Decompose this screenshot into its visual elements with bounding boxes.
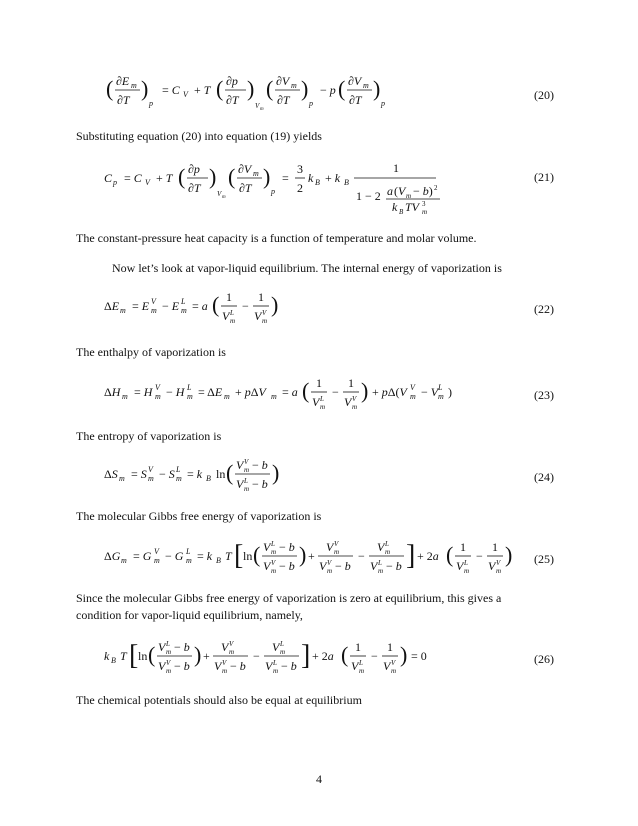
svg-text:1: 1 xyxy=(316,376,322,390)
svg-text:): ) xyxy=(263,164,271,189)
paragraph-chemical-potentials: The chemical potentials should also be equal at equilibrium xyxy=(76,693,362,707)
svg-text:V: V xyxy=(496,559,501,567)
equation-number-25: (25) xyxy=(534,552,554,566)
svg-text:): ) xyxy=(299,542,307,567)
svg-text:m: m xyxy=(271,548,277,556)
svg-text:V: V xyxy=(214,659,222,673)
equation-22 xyxy=(104,282,554,330)
svg-text:m: m xyxy=(244,466,250,474)
svg-text:m: m xyxy=(260,107,264,112)
svg-text:m: m xyxy=(154,556,160,565)
svg-text:V: V xyxy=(221,640,229,654)
svg-text:m: m xyxy=(359,667,365,675)
svg-text:C: C xyxy=(104,171,113,185)
svg-text:V: V xyxy=(151,297,156,306)
svg-text:m: m xyxy=(496,567,502,575)
svg-text:V: V xyxy=(158,659,166,673)
equation-23 xyxy=(104,368,554,416)
svg-text:L: L xyxy=(464,559,468,567)
paragraph-equilibrium-line1: Since the molecular Gibbs free energy of vaporization is zero at equilibrium, this gives a xyxy=(76,591,502,605)
svg-text:(: ( xyxy=(216,76,224,101)
equation-25-formula xyxy=(104,532,564,580)
svg-text:V: V xyxy=(244,458,249,466)
svg-text:m: m xyxy=(271,392,277,401)
svg-text:ln: ln xyxy=(243,549,253,563)
svg-text:m: m xyxy=(224,392,230,401)
svg-text:V: V xyxy=(148,465,153,474)
svg-text:): ) xyxy=(194,642,202,667)
svg-text:L: L xyxy=(176,465,181,474)
svg-text:): ) xyxy=(505,542,513,567)
svg-text:1: 1 xyxy=(226,290,232,304)
svg-text:m: m xyxy=(186,556,192,565)
svg-text:L: L xyxy=(230,309,234,317)
svg-text:1: 1 xyxy=(258,290,264,304)
svg-text:+ 2a: + 2a xyxy=(312,649,334,663)
svg-text:m: m xyxy=(230,317,236,325)
svg-text:(: ( xyxy=(446,542,454,567)
svg-text:V: V xyxy=(222,659,227,667)
svg-text:L: L xyxy=(320,395,324,403)
svg-text:V: V xyxy=(222,309,230,323)
svg-text:V: V xyxy=(217,190,222,198)
svg-text:p: p xyxy=(113,178,117,187)
svg-text:B: B xyxy=(344,178,349,187)
svg-text:∂E: ∂E xyxy=(116,74,130,88)
svg-text:∂V: ∂V xyxy=(238,162,252,176)
svg-text:+ pΔV: + pΔV xyxy=(235,385,266,399)
svg-text:= 0: = 0 xyxy=(411,649,427,663)
svg-text:ΔS: ΔS xyxy=(104,467,118,481)
svg-text:m: m xyxy=(391,667,397,675)
svg-text:ΔG: ΔG xyxy=(104,549,121,563)
svg-text:∂p: ∂p xyxy=(226,74,238,88)
svg-text:): ) xyxy=(361,378,369,403)
svg-text:L: L xyxy=(271,540,275,548)
svg-text:m: m xyxy=(176,474,182,483)
equation-22-formula xyxy=(104,282,564,330)
equation-20-formula xyxy=(104,66,564,116)
svg-text:− b: − b xyxy=(279,559,295,573)
svg-text:m: m xyxy=(244,485,250,493)
equation-number-21: (21) xyxy=(534,170,554,184)
svg-text:− V: − V xyxy=(421,385,439,399)
svg-text:V: V xyxy=(236,458,244,472)
svg-text:L: L xyxy=(244,477,248,485)
svg-text:=: = xyxy=(282,171,289,185)
svg-text:= H: = H xyxy=(134,385,153,399)
svg-text:V: V xyxy=(327,559,332,567)
svg-text:= a: = a xyxy=(192,299,208,313)
svg-text:∂T: ∂T xyxy=(117,93,130,107)
svg-text:V: V xyxy=(383,659,391,673)
svg-text:m: m xyxy=(410,392,416,401)
svg-text:V: V xyxy=(265,659,273,673)
paragraph-gibbs: The molecular Gibbs free energy of vaporization is xyxy=(76,509,322,523)
svg-text:− p: − p xyxy=(320,83,336,97)
svg-text:1: 1 xyxy=(393,161,399,175)
svg-text:V: V xyxy=(154,547,159,556)
svg-text:): ) xyxy=(209,164,217,189)
svg-text:∂T: ∂T xyxy=(226,93,239,107)
svg-text:p: p xyxy=(271,187,275,196)
svg-text:k: k xyxy=(104,649,110,663)
svg-text:− G: − G xyxy=(165,549,184,563)
svg-text:m: m xyxy=(121,556,127,565)
svg-text:ln: ln xyxy=(216,467,226,481)
svg-text:= C: = C xyxy=(162,83,180,97)
svg-text:(: ( xyxy=(226,460,234,485)
svg-text:+: + xyxy=(308,549,315,563)
svg-text:V: V xyxy=(254,309,262,323)
svg-text:B: B xyxy=(216,556,221,565)
paragraph-equilibrium-line2: condition for vapor-liquid equilibrium, namely, xyxy=(76,608,303,622)
svg-text:m: m xyxy=(155,392,161,401)
svg-text:∂T: ∂T xyxy=(239,181,252,195)
svg-text:m: m xyxy=(151,306,157,315)
svg-text:(: ( xyxy=(302,378,310,403)
svg-text:(: ( xyxy=(338,76,346,101)
svg-text:ln: ln xyxy=(138,649,148,663)
svg-text:− b: − b xyxy=(335,559,351,573)
svg-text:− b: − b xyxy=(386,559,402,573)
svg-text:m: m xyxy=(352,403,358,411)
svg-text:m: m xyxy=(120,306,126,315)
svg-text:m: m xyxy=(438,392,444,401)
svg-text:m: m xyxy=(334,548,340,556)
svg-text:1: 1 xyxy=(348,376,354,390)
svg-text:V: V xyxy=(158,640,166,654)
svg-text:k: k xyxy=(392,200,398,214)
svg-text:− b: − b xyxy=(281,659,297,673)
svg-text:[: [ xyxy=(129,640,139,671)
svg-text:m: m xyxy=(181,306,187,315)
equation-21 xyxy=(104,152,554,214)
svg-text:p: p xyxy=(309,99,313,108)
svg-text:m: m xyxy=(280,648,286,656)
svg-text:−: − xyxy=(253,649,260,663)
svg-text:V: V xyxy=(391,659,396,667)
svg-text:1: 1 xyxy=(355,640,361,654)
svg-text:(: ( xyxy=(178,164,186,189)
svg-text:m: m xyxy=(363,81,369,90)
svg-text:V: V xyxy=(183,90,188,99)
svg-text:L: L xyxy=(385,540,389,548)
svg-text:∂T: ∂T xyxy=(349,93,362,107)
svg-text:V: V xyxy=(456,559,464,573)
svg-text:L: L xyxy=(187,383,192,392)
svg-text:−: − xyxy=(371,649,378,663)
svg-text:+ T: + T xyxy=(194,83,211,97)
svg-text:m: m xyxy=(187,392,193,401)
svg-text:2: 2 xyxy=(297,181,303,195)
svg-text:1: 1 xyxy=(387,640,393,654)
svg-text:V: V xyxy=(155,383,160,392)
svg-text:V: V xyxy=(272,640,280,654)
svg-text:+: + xyxy=(203,649,210,663)
svg-text:= E: = E xyxy=(132,299,150,313)
svg-text:= S: = S xyxy=(131,467,147,481)
svg-text:m: m xyxy=(131,81,137,90)
svg-text:m: m xyxy=(327,567,333,575)
svg-text:V: V xyxy=(488,559,496,573)
svg-text:p: p xyxy=(381,99,385,108)
equation-21-formula xyxy=(104,152,564,214)
svg-text:m: m xyxy=(464,567,470,575)
svg-text:− b: − b xyxy=(174,640,190,654)
svg-text:m: m xyxy=(271,567,277,575)
svg-text:m: m xyxy=(262,317,268,325)
svg-text:m: m xyxy=(385,548,391,556)
svg-text:L: L xyxy=(280,640,284,648)
svg-text:T: T xyxy=(120,649,127,663)
svg-text:): ) xyxy=(247,76,255,101)
svg-text:2: 2 xyxy=(434,184,438,192)
svg-text:V: V xyxy=(352,395,357,403)
svg-text:V: V xyxy=(410,383,415,392)
svg-text:= a: = a xyxy=(282,385,298,399)
svg-text:TV: TV xyxy=(405,200,420,214)
paragraph-substituting: Substituting equation (20) into equation (19) yields xyxy=(76,129,322,143)
svg-text:V: V xyxy=(255,102,260,110)
svg-text:m: m xyxy=(406,192,412,200)
equation-number-20: (20) xyxy=(534,88,554,102)
equation-number-24: (24) xyxy=(534,470,554,484)
svg-text:): ) xyxy=(141,76,149,101)
equation-number-22: (22) xyxy=(534,302,554,316)
svg-text:∂T: ∂T xyxy=(277,93,290,107)
svg-text:−: − xyxy=(476,549,483,563)
equation-number-23: (23) xyxy=(534,388,554,402)
svg-text:m: m xyxy=(166,648,172,656)
svg-text:m: m xyxy=(378,567,384,575)
svg-text:m: m xyxy=(320,403,326,411)
svg-text:V: V xyxy=(271,559,276,567)
svg-text:(: ( xyxy=(266,76,274,101)
svg-text:m: m xyxy=(122,392,128,401)
svg-text:]: ] xyxy=(406,540,416,571)
svg-text:m: m xyxy=(422,208,428,216)
svg-text:V: V xyxy=(370,559,378,573)
svg-text:m: m xyxy=(291,81,297,90)
svg-text:− b: − b xyxy=(252,477,268,491)
equation-26 xyxy=(104,632,554,680)
paragraph-entropy: The entropy of vaporization is xyxy=(76,429,222,443)
svg-text:−: − xyxy=(358,549,365,563)
svg-text:− b): − b) xyxy=(413,184,433,198)
svg-text:V: V xyxy=(398,184,406,198)
svg-text:(: ( xyxy=(148,642,156,667)
svg-text:B: B xyxy=(206,474,211,483)
svg-text:− S: − S xyxy=(159,467,175,481)
svg-text:+ T: + T xyxy=(156,171,173,185)
svg-text:− H: − H xyxy=(166,385,185,399)
svg-text:L: L xyxy=(186,547,191,556)
svg-text:V: V xyxy=(312,395,320,409)
svg-text:k: k xyxy=(308,171,314,185)
svg-text:): ) xyxy=(271,292,279,317)
svg-text:m: m xyxy=(222,667,228,675)
svg-text:L: L xyxy=(438,383,443,392)
svg-text:m: m xyxy=(273,667,279,675)
svg-text:∂V: ∂V xyxy=(276,74,290,88)
svg-text:m: m xyxy=(229,648,235,656)
page-number: 4 xyxy=(316,772,322,786)
svg-text:): ) xyxy=(373,76,381,101)
svg-text:V: V xyxy=(263,559,271,573)
svg-text:− b: − b xyxy=(252,458,268,472)
svg-text:V: V xyxy=(377,540,385,554)
svg-text:(: ( xyxy=(253,542,261,567)
svg-text:3: 3 xyxy=(422,200,426,208)
svg-text:p: p xyxy=(149,99,153,108)
svg-text:+ pΔ(V: + pΔ(V xyxy=(372,385,407,399)
equation-26-formula xyxy=(104,632,564,680)
svg-text:): ) xyxy=(400,642,408,667)
svg-text:− b: − b xyxy=(279,540,295,554)
svg-text:1: 1 xyxy=(460,540,466,554)
svg-text:V: V xyxy=(344,395,352,409)
svg-text:L: L xyxy=(181,297,186,306)
svg-text:= C: = C xyxy=(124,171,142,185)
equation-24 xyxy=(104,450,554,498)
svg-text:(: ( xyxy=(394,184,398,198)
svg-text:V: V xyxy=(319,559,327,573)
svg-text:(: ( xyxy=(228,164,236,189)
svg-text:+ k: + k xyxy=(325,171,341,185)
svg-text:B: B xyxy=(111,656,116,665)
svg-text:[: [ xyxy=(234,540,244,571)
svg-text:T: T xyxy=(225,549,232,563)
svg-text:]: ] xyxy=(301,640,311,671)
svg-text:∂p: ∂p xyxy=(188,162,200,176)
svg-text:B: B xyxy=(315,178,320,187)
svg-text:L: L xyxy=(378,559,382,567)
svg-text:+ 2a: + 2a xyxy=(417,549,439,563)
svg-text:): ) xyxy=(301,76,309,101)
svg-text:−: − xyxy=(332,385,339,399)
svg-text:ΔH: ΔH xyxy=(104,385,121,399)
svg-text:(: ( xyxy=(212,292,220,317)
equation-24-formula xyxy=(104,450,564,498)
svg-text:L: L xyxy=(273,659,277,667)
svg-text:1 − 2: 1 − 2 xyxy=(356,189,381,203)
svg-text:V: V xyxy=(326,540,334,554)
svg-text:L: L xyxy=(359,659,363,667)
svg-text:): ) xyxy=(448,385,452,399)
paragraph-vapor-liquid: Now let’s look at vapor-liquid equilibrium. The internal energy of vaporization is xyxy=(112,261,502,275)
svg-text:= G: = G xyxy=(133,549,152,563)
svg-text:3: 3 xyxy=(297,162,303,176)
svg-text:m: m xyxy=(148,474,154,483)
paragraph-heat-capacity: The constant-pressure heat capacity is a function of temperature and molar volume. xyxy=(76,231,477,245)
equation-number-26: (26) xyxy=(534,652,554,666)
svg-text:− b: − b xyxy=(174,659,190,673)
svg-text:= k: = k xyxy=(187,467,203,481)
svg-text:∂V: ∂V xyxy=(348,74,362,88)
svg-text:V: V xyxy=(145,178,150,187)
svg-text:= ΔE: = ΔE xyxy=(198,385,223,399)
svg-text:(: ( xyxy=(341,642,349,667)
svg-text:ΔE: ΔE xyxy=(104,299,120,313)
svg-text:): ) xyxy=(272,460,280,485)
svg-text:V: V xyxy=(262,309,267,317)
svg-text:V: V xyxy=(351,659,359,673)
svg-text:−: − xyxy=(242,299,249,313)
svg-text:L: L xyxy=(166,640,170,648)
svg-text:V: V xyxy=(263,540,271,554)
equation-23-formula xyxy=(104,368,564,416)
svg-text:V: V xyxy=(166,659,171,667)
svg-text:− E: − E xyxy=(162,299,180,313)
svg-text:B: B xyxy=(399,208,404,216)
paragraph-enthalpy: The enthalpy of vaporization is xyxy=(76,345,226,359)
svg-text:∂T: ∂T xyxy=(188,181,201,195)
svg-text:m: m xyxy=(253,169,259,178)
svg-text:a: a xyxy=(387,184,393,198)
svg-text:(: ( xyxy=(106,76,114,101)
svg-text:V: V xyxy=(334,540,339,548)
svg-text:m: m xyxy=(119,474,125,483)
svg-text:1: 1 xyxy=(492,540,498,554)
svg-text:V: V xyxy=(229,640,234,648)
svg-text:V: V xyxy=(236,477,244,491)
svg-text:− b: − b xyxy=(230,659,246,673)
equation-20 xyxy=(104,66,554,114)
svg-text:m: m xyxy=(166,667,172,675)
equation-25 xyxy=(104,532,554,580)
svg-text:= k: = k xyxy=(197,549,213,563)
svg-text:m: m xyxy=(222,195,226,200)
